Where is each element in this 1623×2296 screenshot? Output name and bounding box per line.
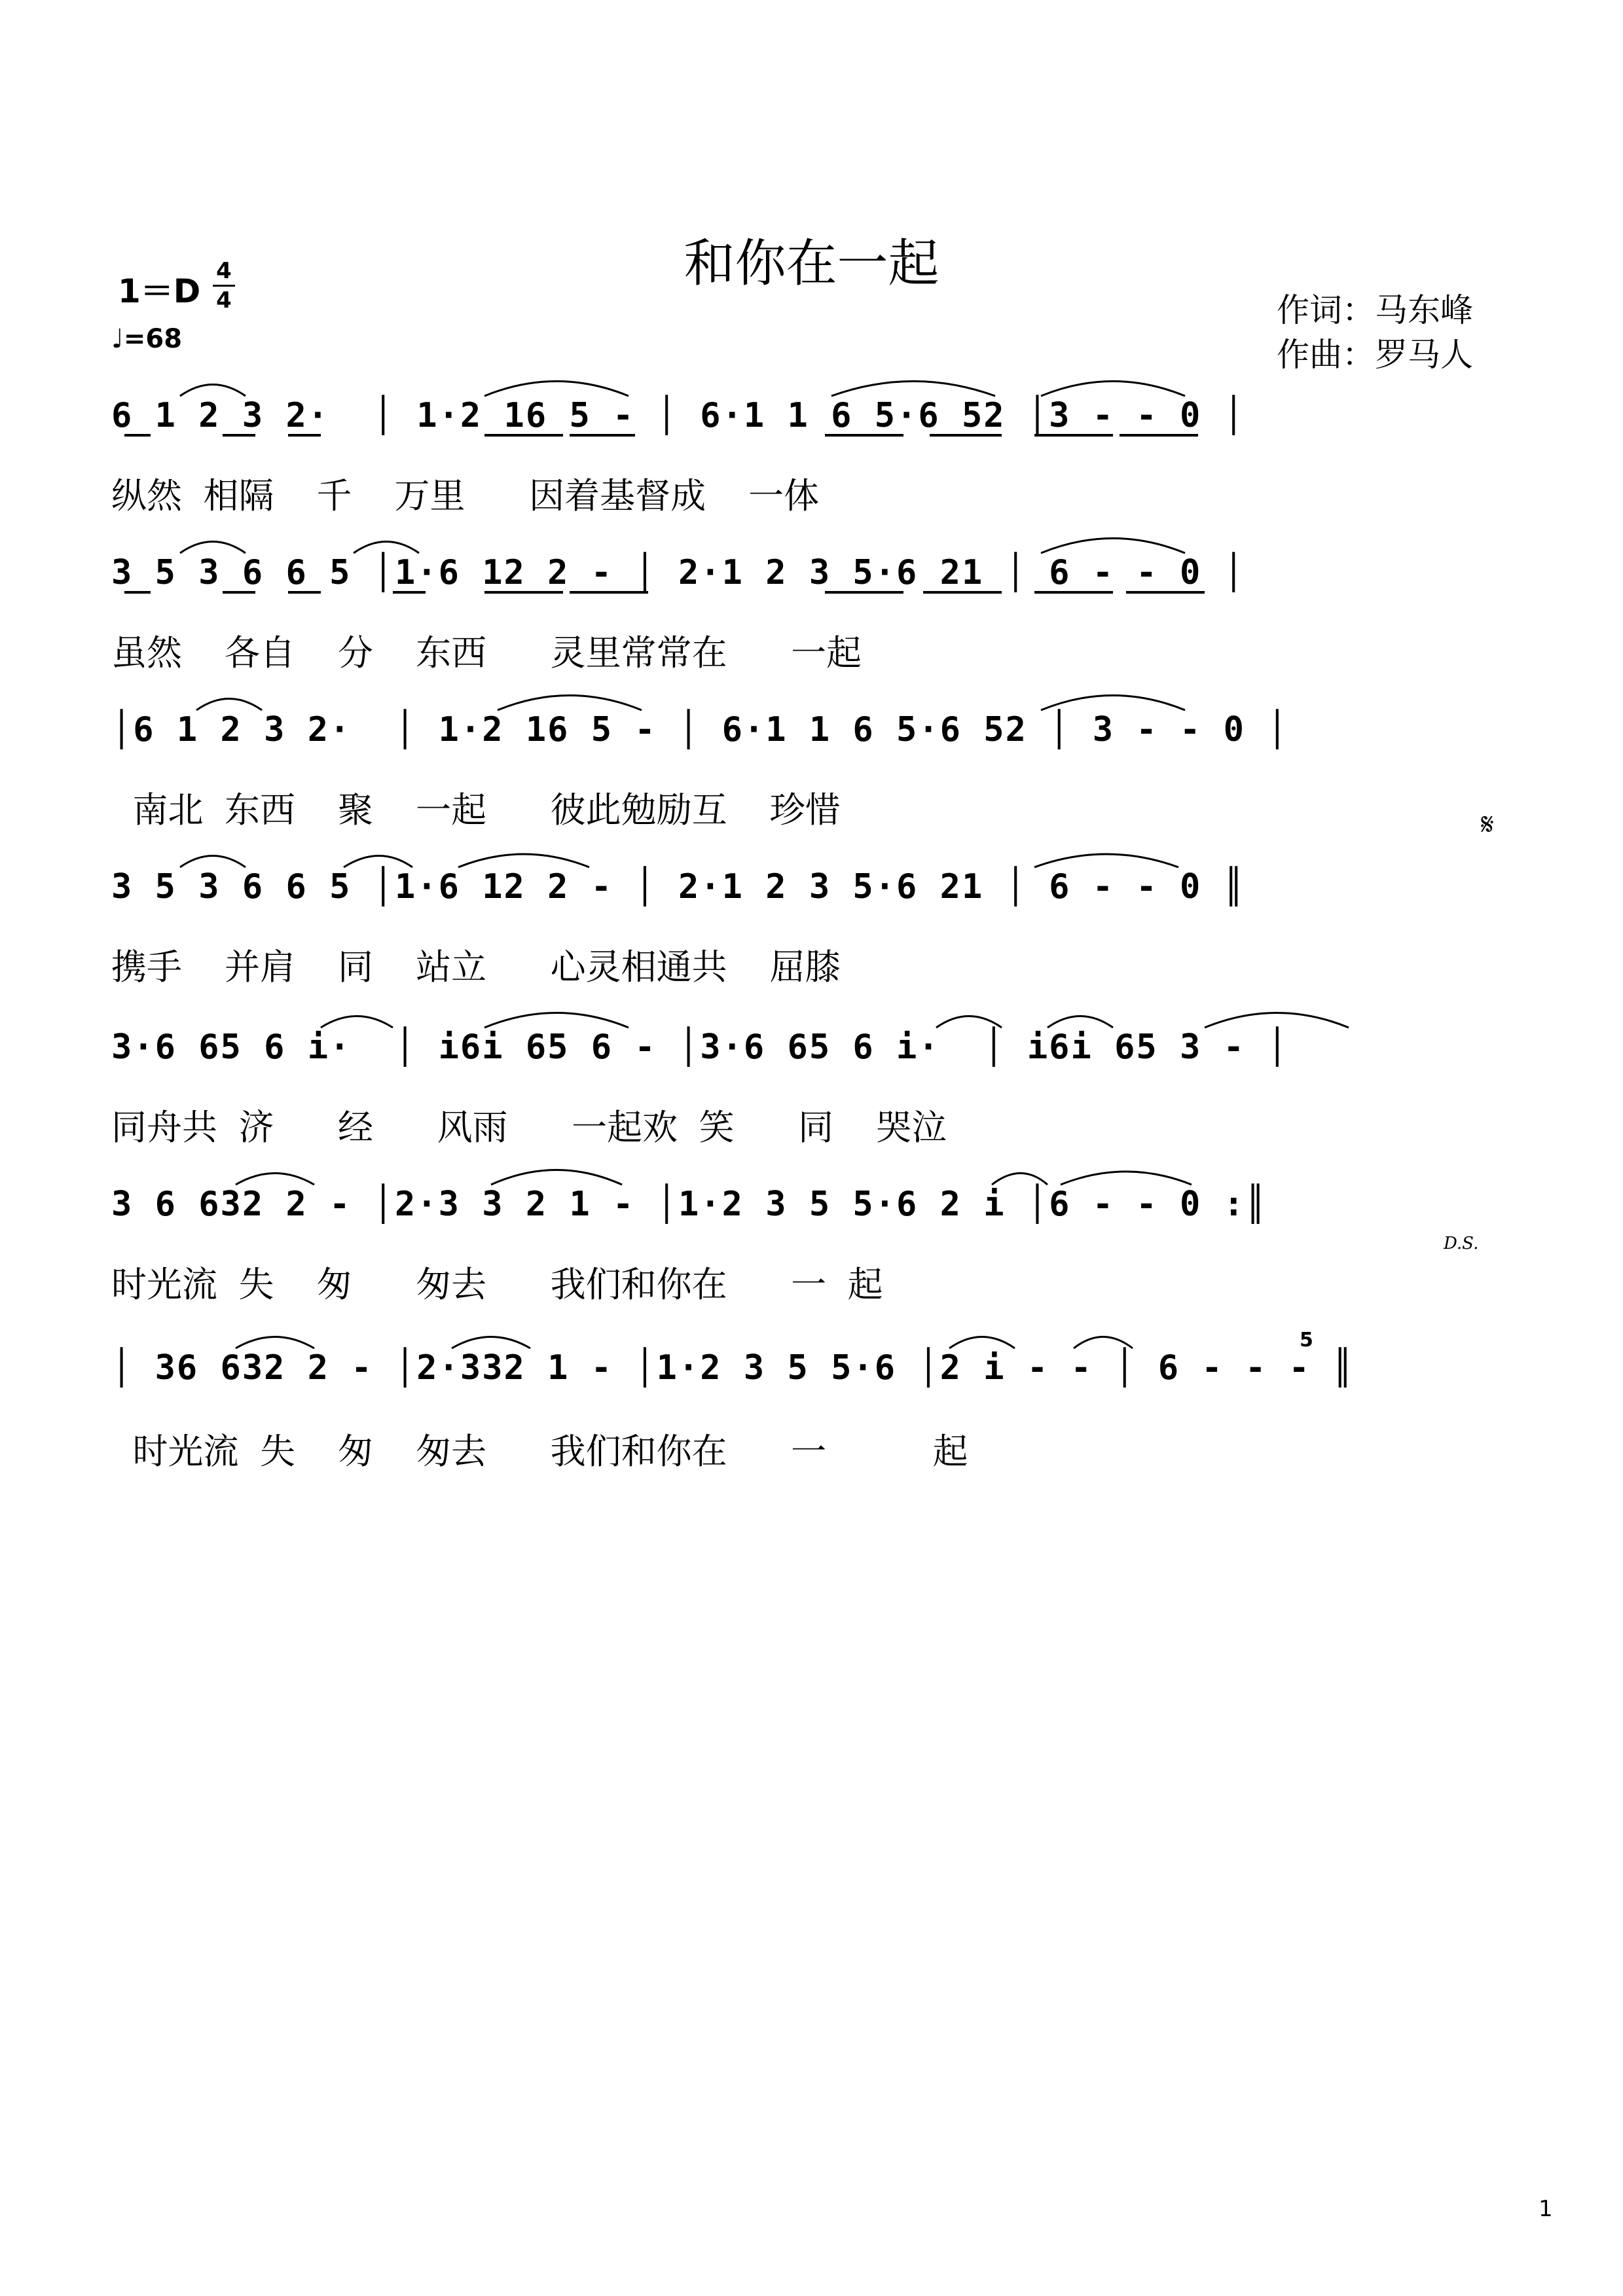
lyrics-row-1: 纵然 相隔 千 万里 因着基督成 一体: [111, 475, 820, 516]
lyrics-row-3: 南北 东西 聚 一起 彼此勉励互 珍惜: [111, 789, 841, 831]
composer-credit: 作曲：罗马人: [1277, 336, 1473, 374]
notes-row-2: 3 5 3 6 6 5 │1·6 12 2 - │ 2·1 2 3 5·6 21 │ 6 - - 0 │: [111, 553, 1245, 592]
lyricist-credit: 作词：马东峰: [1277, 291, 1473, 329]
notes-row-6: 3 6 632 2 - │2·3 3 2 1 - │1·2 3 5 5·6 2 i │6 - - 0 :║: [111, 1185, 1267, 1224]
notes-row-1: 6 1 2 3 2· │ 1·2 16 5 - │ 6·1 1 6 5·6 52 │3 - - 0 │: [111, 396, 1245, 435]
time-signature-bottom: 4: [216, 287, 232, 314]
tempo-marking: ♩=68: [111, 324, 183, 354]
segno-sign: 𝄋: [1481, 806, 1494, 842]
key-signature: 1＝D: [118, 272, 201, 310]
notes-row-5: 3·6 65 6 i· │ i6i 65 6 - │3·6 65 6 i· │ i6i 65 3 - │: [111, 1028, 1289, 1067]
notes-row-7: │ 36 632 2 - │2·332 1 - │1·2 3 5 5·6 │2 i - - │ 6 - - - ║: [111, 1348, 1355, 1388]
lyrics-row-6: 时光流 失 匆 匆去 我们和你在 一 起: [111, 1264, 883, 1305]
notes-row-3: │6 1 2 3 2· │ 1·2 16 5 - │ 6·1 1 6 5·6 52 │ 3 - - 0 │: [111, 710, 1289, 749]
page-title: 和你在一起: [684, 234, 939, 293]
lyrics-row-4: 携手 并肩 同 站立 心灵相通共 屈膝: [111, 946, 841, 988]
notes-row-4: 3 5 3 6 6 5 │1·6 12 2 - │ 2·1 2 3 5·6 21 │ 6 - - 0 ║: [111, 867, 1245, 906]
ds-marking: D.S.: [1444, 1234, 1479, 1253]
lyrics-row-2: 虽然 各自 分 东西 灵里常常在 一起: [111, 632, 862, 673]
grace-note: 5: [1300, 1329, 1313, 1352]
time-signature-top: 4: [216, 258, 232, 284]
lyrics-row-7: 时光流 失 匆 匆去 我们和你在 一 起: [111, 1431, 968, 1472]
lyrics-row-5: 同舟共 济 经 风雨 一起欢 笑 同 哭泣: [111, 1107, 947, 1148]
page-number: 1: [1539, 2196, 1553, 2222]
